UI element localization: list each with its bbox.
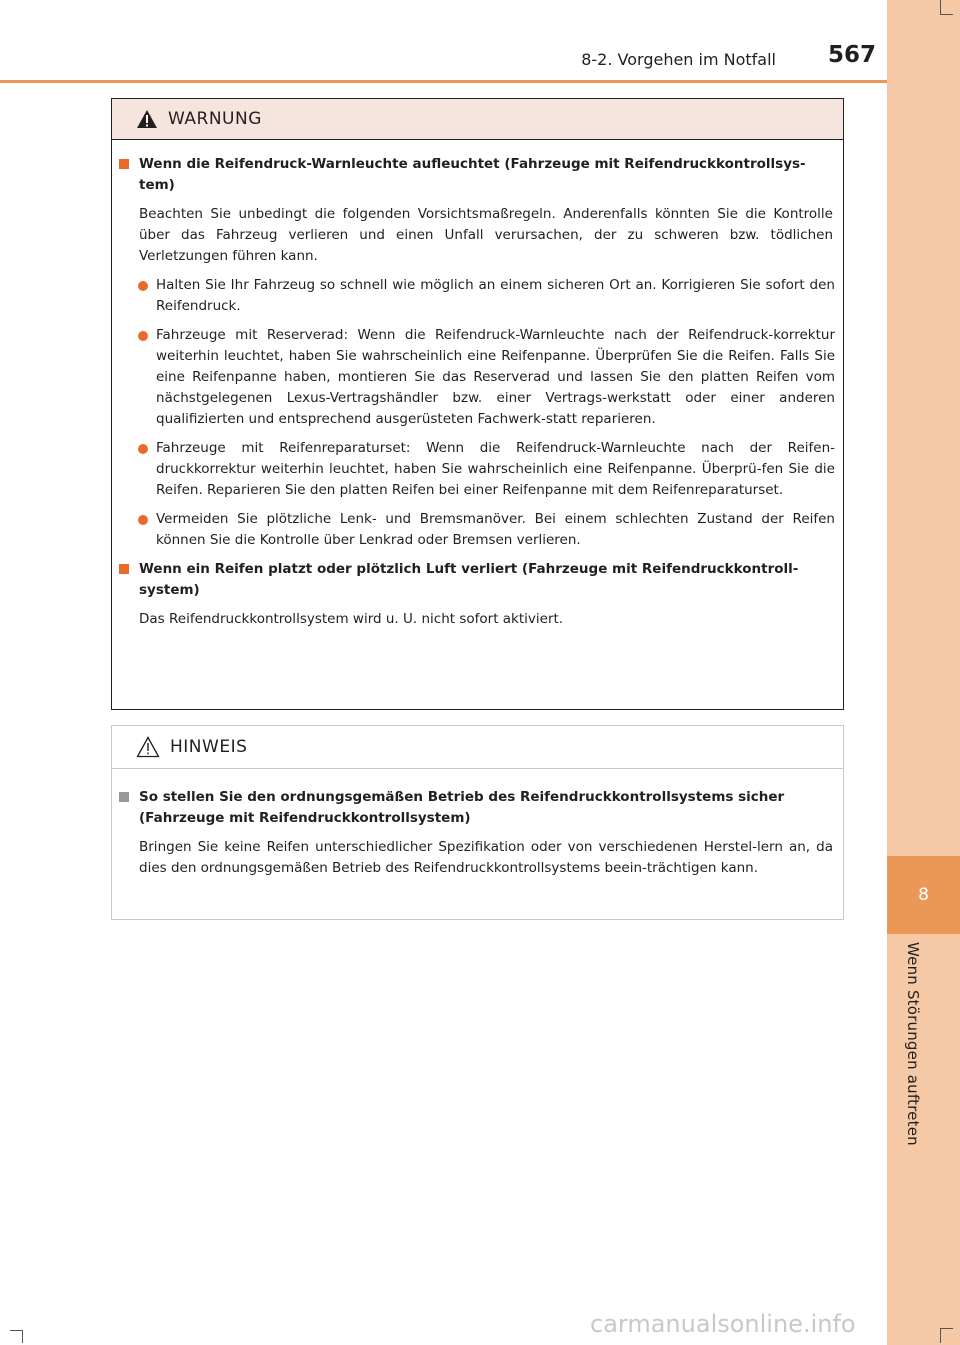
warning-intro: Beachten Sie unbedingt die folgenden Vorsichtsmaßregeln. Anderenfalls könnten Sie die Kontrolle über das Fahrzeug verlieren und einen Unfall verursachen, der zu schweren bzw. tödlichen Verletzungen führen kann. bbox=[139, 206, 833, 264]
crop-mark bbox=[940, 1328, 953, 1343]
note-body bbox=[112, 769, 843, 879]
round-bullet-icon bbox=[138, 444, 148, 454]
warning-bullet: Vermeiden Sie plötzliche Lenk- und Bremsmanöver. Bei einem schlechten Zustand der Reifen können Sie die Kontrolle über Lenkrad oder Bremsen verlieren. bbox=[112, 509, 843, 551]
note-box bbox=[111, 725, 844, 920]
page-number: 567 bbox=[827, 42, 876, 68]
warning-header bbox=[112, 99, 843, 140]
chapter-label: Wenn Störungen auftreten bbox=[904, 942, 922, 1146]
warning-text-2: Das Reifendruckkontrollsystem wird u. U. nicht sofort aktiviert. bbox=[139, 611, 564, 627]
caution-triangle-icon bbox=[136, 736, 160, 758]
header-rule bbox=[0, 80, 887, 83]
note-text: Bringen Sie keine Reifen unterschiedlicher Spezifikation oder von verschiedenen Herstel-lern an, da dies den ordnungsgemäßen Betrieb des Reifendruckkontrollsystems beein-trächtigen kann. bbox=[139, 839, 833, 876]
round-bullet-icon bbox=[138, 515, 148, 525]
round-bullet-icon bbox=[138, 331, 148, 341]
warning-bullet: Halten Sie Ihr Fahrzeug so schnell wie möglich an einem sicheren Ort an. Korrigieren Sie sofort den Reifendruck. bbox=[112, 275, 843, 317]
watermark: carmanualsonline.info bbox=[590, 1310, 856, 1338]
warning-box bbox=[111, 98, 844, 710]
section-title: 8-2. Vorgehen im Notfall bbox=[581, 50, 776, 69]
crop-mark bbox=[940, 0, 953, 15]
warning-bullet: Fahrzeuge mit Reifenreparaturset: Wenn die Reifendruck-Warnleuchte nach der Reifen-druckkorrektur weiterhin leuchtet, haben Sie wahrscheinlich eine Reifenpanne. Überprü-fen Sie die Reifen. Reparieren Sie den platten Reifen bei einer Reifenpanne mit dem Reifenreparaturset. bbox=[112, 438, 843, 501]
chapter-number: 8 bbox=[918, 885, 929, 905]
square-bullet-icon bbox=[119, 792, 129, 802]
chapter-tab bbox=[887, 856, 960, 934]
round-bullet-icon bbox=[138, 281, 148, 291]
warning-heading-2: Wenn ein Reifen platzt oder plötzlich Luft verliert (Fahrzeuge mit Reifendruckkontroll-system) bbox=[112, 559, 843, 601]
square-bullet-icon bbox=[119, 159, 129, 169]
note-header bbox=[112, 726, 843, 769]
warning-bullet: Fahrzeuge mit Reserverad: Wenn die Reifendruck-Warnleuchte nach der Reifendruck-korrektur weiterhin leuchtet, haben Sie wahrscheinlich eine Reifenpanne. Überprüfen Sie die Reifen. Falls Sie eine Reifenpanne haben, montieren Sie das Reserverad und lassen Sie den platten Reifen vom nächstgelegenen Lexus-Vertragshändler bzw. einer Vertrags-werkstatt oder einer anderen qualifizierten und entsprechend ausgerüsteten Fachwerk-statt reparieren. bbox=[112, 325, 843, 430]
warning-title: WARNUNG bbox=[168, 109, 262, 129]
crop-mark bbox=[10, 1330, 23, 1343]
note-title: HINWEIS bbox=[170, 737, 248, 757]
warning-heading-1: Wenn die Reifendruck-Warnleuchte aufleuchtet (Fahrzeuge mit Reifendruckkontrollsys-tem) bbox=[112, 154, 843, 196]
warning-body bbox=[112, 140, 843, 630]
square-bullet-icon bbox=[119, 564, 129, 574]
warning-triangle-icon bbox=[136, 109, 158, 129]
note-heading: So stellen Sie den ordnungsgemäßen Betrieb des Reifendruckkontrollsystems sicher (Fahrzeuge mit Reifendruckkontrollsystem) bbox=[112, 787, 843, 829]
chapter-tab-strip bbox=[887, 0, 960, 1345]
